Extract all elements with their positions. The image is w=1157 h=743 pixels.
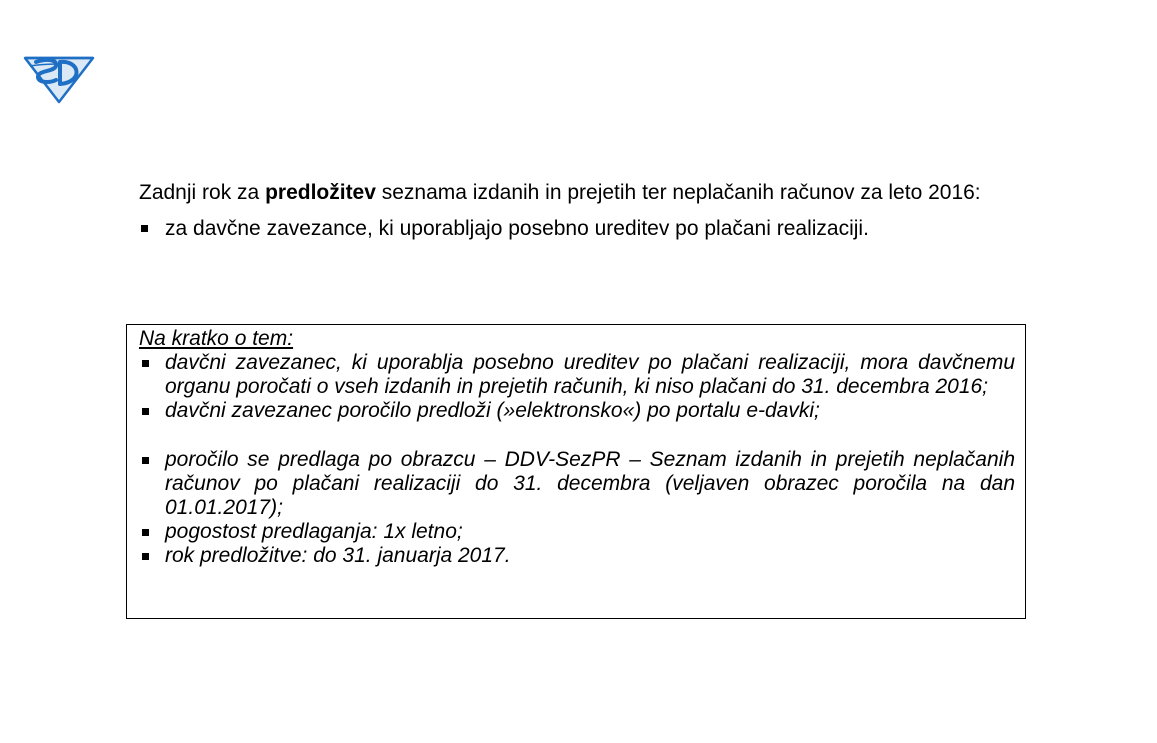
bullet-square-icon (142, 360, 149, 367)
list-item-text: za davčne zavezance, ki uporabljajo posebno ureditev po plačani realizaciji. (165, 217, 869, 240)
list-item (139, 214, 1019, 243)
summary-list (139, 351, 1015, 568)
list-item-text: rok predložitve: do 31. januarja 2017. (165, 544, 511, 567)
summary-box (126, 324, 1026, 619)
list-item (139, 351, 1015, 399)
list-item (139, 544, 1015, 568)
summary-title: Na kratko o tem: (139, 327, 294, 350)
list-item (139, 520, 1015, 544)
bullet-square-icon (142, 553, 149, 560)
intro-paragraph (139, 173, 1019, 212)
list-item-text: davčni zavezanec, ki uporablja posebno ureditev po plačani realizaciji, mora davčnemu organu poročati o vseh izdanih in prejetih računih, ki niso plačani do 31. decembra 2016; (165, 351, 1015, 398)
intro-section (139, 173, 1019, 243)
list-item (139, 399, 1015, 423)
bullet-square-icon (142, 457, 149, 464)
sd-shield-logo-icon (22, 50, 96, 104)
intro-text-after: seznama izdanih in prejetih ter neplačanih računov za leto 2016: (375, 181, 981, 204)
bullet-square-icon (141, 225, 148, 232)
bullet-square-icon (142, 408, 149, 415)
intro-text-bold: predložitev (265, 181, 376, 204)
list-item (139, 448, 1015, 520)
list-item-text: poročilo se predlaga po obrazcu – DDV-SezPR – Seznam izdanih in prejetih neplačanih računov po plačani realizaciji do 31. decembra (veljaven obrazec poročila na dan 01.01.2017); (165, 448, 1015, 519)
list-item-text: pogostost predlaganja: 1x letno; (165, 520, 463, 543)
bullet-list (139, 214, 1019, 243)
list-item-text: davčni zavezanec poročilo predloži (»elektronsko«) po portalu e-davki; (165, 399, 820, 422)
intro-text-before: Zadnji rok za (139, 181, 266, 204)
bullet-square-icon (142, 529, 149, 536)
